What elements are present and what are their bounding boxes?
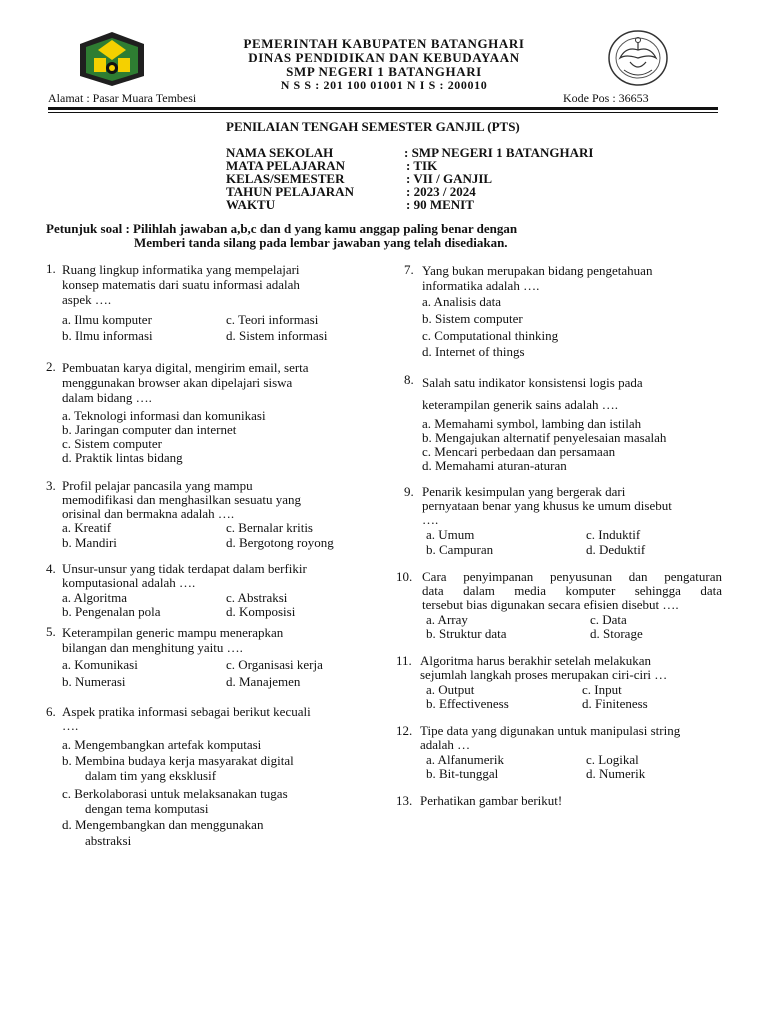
- info-label: WAKTU: [226, 197, 276, 212]
- option-a[interactable]: a. Kreatif: [62, 520, 112, 535]
- agency-heading: DINAS PENDIDIKAN DAN KEBUDAYAAN: [248, 50, 520, 65]
- question-text: Cara penyimpanan penyusunan dan pengaturan: [422, 569, 722, 584]
- school-codes: N S S : 201 100 01001 N I S : 200010: [280, 78, 488, 92]
- question-11: [396, 654, 722, 682]
- question-number: 10.: [396, 569, 413, 584]
- option-b[interactable]: b. Jaringan computer dan internet: [62, 422, 237, 437]
- question-text: adalah …: [420, 737, 471, 752]
- question-text: aspek ….: [62, 292, 112, 307]
- info-value: : VII / GANJIL: [406, 171, 493, 186]
- option-d[interactable]: d. Memahami aturan-aturan: [422, 458, 567, 473]
- question-text: Ruang lingkup informatika yang mempelajari: [62, 262, 300, 277]
- option-b[interactable]: b. Membina budaya kerja masyarakat digital: [62, 753, 294, 768]
- question-text: tersebut bias digunakan secara efisien disebut ….: [422, 597, 679, 612]
- question-text: Pembuatan karya digital, mengirim email, serta: [62, 360, 309, 375]
- option-b[interactable]: b. Pengenalan pola: [62, 604, 161, 619]
- option-a[interactable]: a. Algoritma: [62, 590, 127, 605]
- option-b-continued[interactable]: dalam tim yang eksklusif: [85, 768, 217, 783]
- option-d[interactable]: d. Bergotong royong: [226, 535, 334, 550]
- option-a[interactable]: a. Alfanumerik: [426, 752, 504, 767]
- question-text: ….: [422, 512, 439, 527]
- school-heading: SMP NEGERI 1 BATANGHARI: [286, 64, 482, 79]
- option-d[interactable]: d. Deduktif: [586, 542, 646, 557]
- option-d[interactable]: d. Finiteness: [582, 696, 648, 711]
- question-text: sejumlah langkah proses merupakan ciri-ciri …: [420, 667, 668, 682]
- question-6: [44, 705, 354, 733]
- option-a[interactable]: a. Output: [426, 682, 475, 697]
- question-text: informatika adalah ….: [422, 278, 540, 293]
- option-d[interactable]: d. Sistem informasi: [226, 328, 328, 343]
- option-b[interactable]: b. Sistem computer: [422, 311, 523, 326]
- question-number: 6.: [46, 704, 56, 719]
- question-8: [402, 373, 722, 415]
- question-text: dalam bidang ….: [62, 390, 152, 405]
- question-number: 13.: [396, 793, 413, 808]
- info-value: : SMP NEGERI 1 BATANGHARI: [404, 145, 594, 160]
- option-b[interactable]: b. Mengajukan alternatif penyelesaian masalah: [422, 430, 667, 445]
- question-number: 5.: [46, 624, 56, 639]
- question-text: keterampilan generik sains adalah ….: [422, 397, 619, 412]
- option-b[interactable]: b. Numerasi: [62, 674, 126, 689]
- info-label: MATA PELAJARAN: [226, 158, 346, 173]
- question-number: 1.: [46, 261, 56, 276]
- question-text: Algoritma harus berakhir setelah melakukan: [420, 653, 652, 668]
- question-text: Perhatikan gambar berikut!: [420, 793, 563, 808]
- option-c[interactable]: c. Logikal: [586, 752, 639, 767]
- option-a[interactable]: a. Ilmu komputer: [62, 312, 152, 327]
- option-c[interactable]: c. Organisasi kerja: [226, 657, 323, 672]
- question-number: 11.: [396, 653, 412, 668]
- info-value: : 90 MENIT: [406, 197, 474, 212]
- option-a[interactable]: a. Mengembangkan artefak komputasi: [62, 737, 262, 752]
- option-b[interactable]: b. Ilmu informasi: [62, 328, 153, 343]
- info-value: : TIK: [406, 158, 438, 173]
- option-d[interactable]: d. Praktik lintas bidang: [62, 450, 183, 465]
- option-d-continued[interactable]: abstraksi: [85, 833, 132, 848]
- option-a[interactable]: a. Komunikasi: [62, 657, 138, 672]
- option-b[interactable]: b. Bit-tunggal: [426, 766, 499, 781]
- option-a[interactable]: a. Analisis data: [422, 294, 502, 309]
- question-text: Profil pelajar pancasila yang mampu: [62, 478, 253, 493]
- question-9: [402, 485, 722, 527]
- question-text: bilangan dan menghitung yaitu ….: [62, 640, 243, 655]
- question-7: [402, 263, 722, 293]
- school-postcode: Kode Pos : 36653: [563, 91, 649, 105]
- question-13: [396, 794, 722, 808]
- question-1: [44, 262, 354, 307]
- question-2: [44, 360, 354, 405]
- option-a[interactable]: a. Umum: [426, 527, 475, 542]
- question-number: 7.: [404, 262, 414, 277]
- info-label: TAHUN PELAJARAN: [226, 184, 354, 199]
- gov-heading: PEMERINTAH KABUPATEN BATANGHARI: [243, 36, 525, 51]
- question-number: 4.: [46, 561, 56, 576]
- question-text: Unsur-unsur yang tidak terdapat dalam berfikir: [62, 561, 307, 576]
- question-text: memodifikasi dan menghasilkan sesuatu yang: [62, 492, 302, 507]
- option-c[interactable]: c. Abstraksi: [226, 590, 288, 605]
- question-number: 3.: [46, 478, 56, 493]
- option-c[interactable]: c. Bernalar kritis: [226, 520, 313, 535]
- question-text: data dalam media komputer sehingga data: [422, 583, 722, 598]
- question-12: [396, 724, 722, 752]
- option-d[interactable]: d. Numerik: [586, 766, 646, 781]
- option-c[interactable]: c. Sistem computer: [62, 436, 163, 451]
- instruction-line-1: Petunjuk soal : Pilihlah jawaban a,b,c dan d yang kamu anggap paling benar dengan: [46, 221, 518, 236]
- question-number: 8.: [404, 372, 414, 387]
- question-text: Keterampilan generic mampu menerapkan: [62, 625, 284, 640]
- option-a[interactable]: a. Array: [426, 612, 468, 627]
- option-c-continued[interactable]: dengan tema komputasi: [85, 801, 209, 816]
- question-3: [44, 479, 354, 521]
- info-label: KELAS/SEMESTER: [226, 171, 345, 186]
- info-label: NAMA SEKOLAH: [226, 145, 334, 160]
- question-text: Tipe data yang digunakan untuk manipulasi string: [420, 723, 681, 738]
- option-a[interactable]: a. Memahami symbol, lambing dan istilah: [422, 416, 642, 431]
- header-divider-thick: [48, 107, 718, 110]
- option-b[interactable]: b. Campuran: [426, 542, 494, 557]
- option-c[interactable]: c. Mencari perbedaan dan persamaan: [422, 444, 616, 459]
- option-c[interactable]: c. Induktif: [586, 527, 641, 542]
- instruction-line-2: Memberi tanda silang pada lembar jawaban yang telah disediakan.: [134, 235, 508, 250]
- question-text: Yang bukan merupakan bidang pengetahuan: [422, 263, 653, 278]
- question-number: 2.: [46, 359, 56, 374]
- question-number: 9.: [404, 484, 414, 499]
- question-text: orisinal dan bermakna adalah ….: [62, 506, 235, 521]
- question-text: Aspek pratika informasi sebagai berikut kecuali: [62, 704, 311, 719]
- header-divider-thin: [48, 112, 718, 113]
- option-c[interactable]: c. Data: [590, 612, 627, 627]
- info-value: : 2023 / 2024: [406, 184, 476, 199]
- option-d[interactable]: d. Manajemen: [226, 674, 301, 689]
- option-c[interactable]: c. Computational thinking: [422, 328, 559, 343]
- option-d[interactable]: d. Mengembangkan dan menggunakan: [62, 817, 264, 832]
- option-a[interactable]: a. Teknologi informasi dan komunikasi: [62, 408, 266, 423]
- question-text: pernyataan benar yang khusus ke umum disebut: [422, 498, 672, 513]
- option-b[interactable]: b. Struktur data: [426, 626, 507, 641]
- option-c[interactable]: c. Input: [582, 682, 622, 697]
- school-address: Alamat : Pasar Muara Tembesi: [48, 91, 197, 105]
- question-text: menggunakan browser akan dipelajari siswa: [62, 375, 293, 390]
- option-d[interactable]: d. Internet of things: [422, 344, 525, 359]
- question-10: [396, 570, 722, 612]
- option-b[interactable]: b. Mandiri: [62, 535, 117, 550]
- exam-title: PENILAIAN TENGAH SEMESTER GANJIL (PTS): [226, 119, 520, 134]
- option-d[interactable]: d. Komposisi: [226, 604, 296, 619]
- question-5: [44, 625, 354, 655]
- question-text: konsep matematis dari suatu informasi adalah: [62, 277, 300, 292]
- question-text: Penarik kesimpulan yang bergerak dari: [422, 484, 626, 499]
- question-4: [44, 562, 354, 590]
- option-b[interactable]: b. Effectiveness: [426, 696, 509, 711]
- option-d[interactable]: d. Storage: [590, 626, 643, 641]
- question-text: Salah satu indikator konsistensi logis pada: [422, 375, 643, 390]
- option-c[interactable]: c. Teori informasi: [226, 312, 319, 327]
- question-text: komputasional adalah ….: [62, 575, 196, 590]
- option-c[interactable]: c. Berkolaborasi untuk melaksanakan tugas: [62, 786, 288, 801]
- question-text: ….: [62, 718, 79, 733]
- question-number: 12.: [396, 723, 413, 738]
